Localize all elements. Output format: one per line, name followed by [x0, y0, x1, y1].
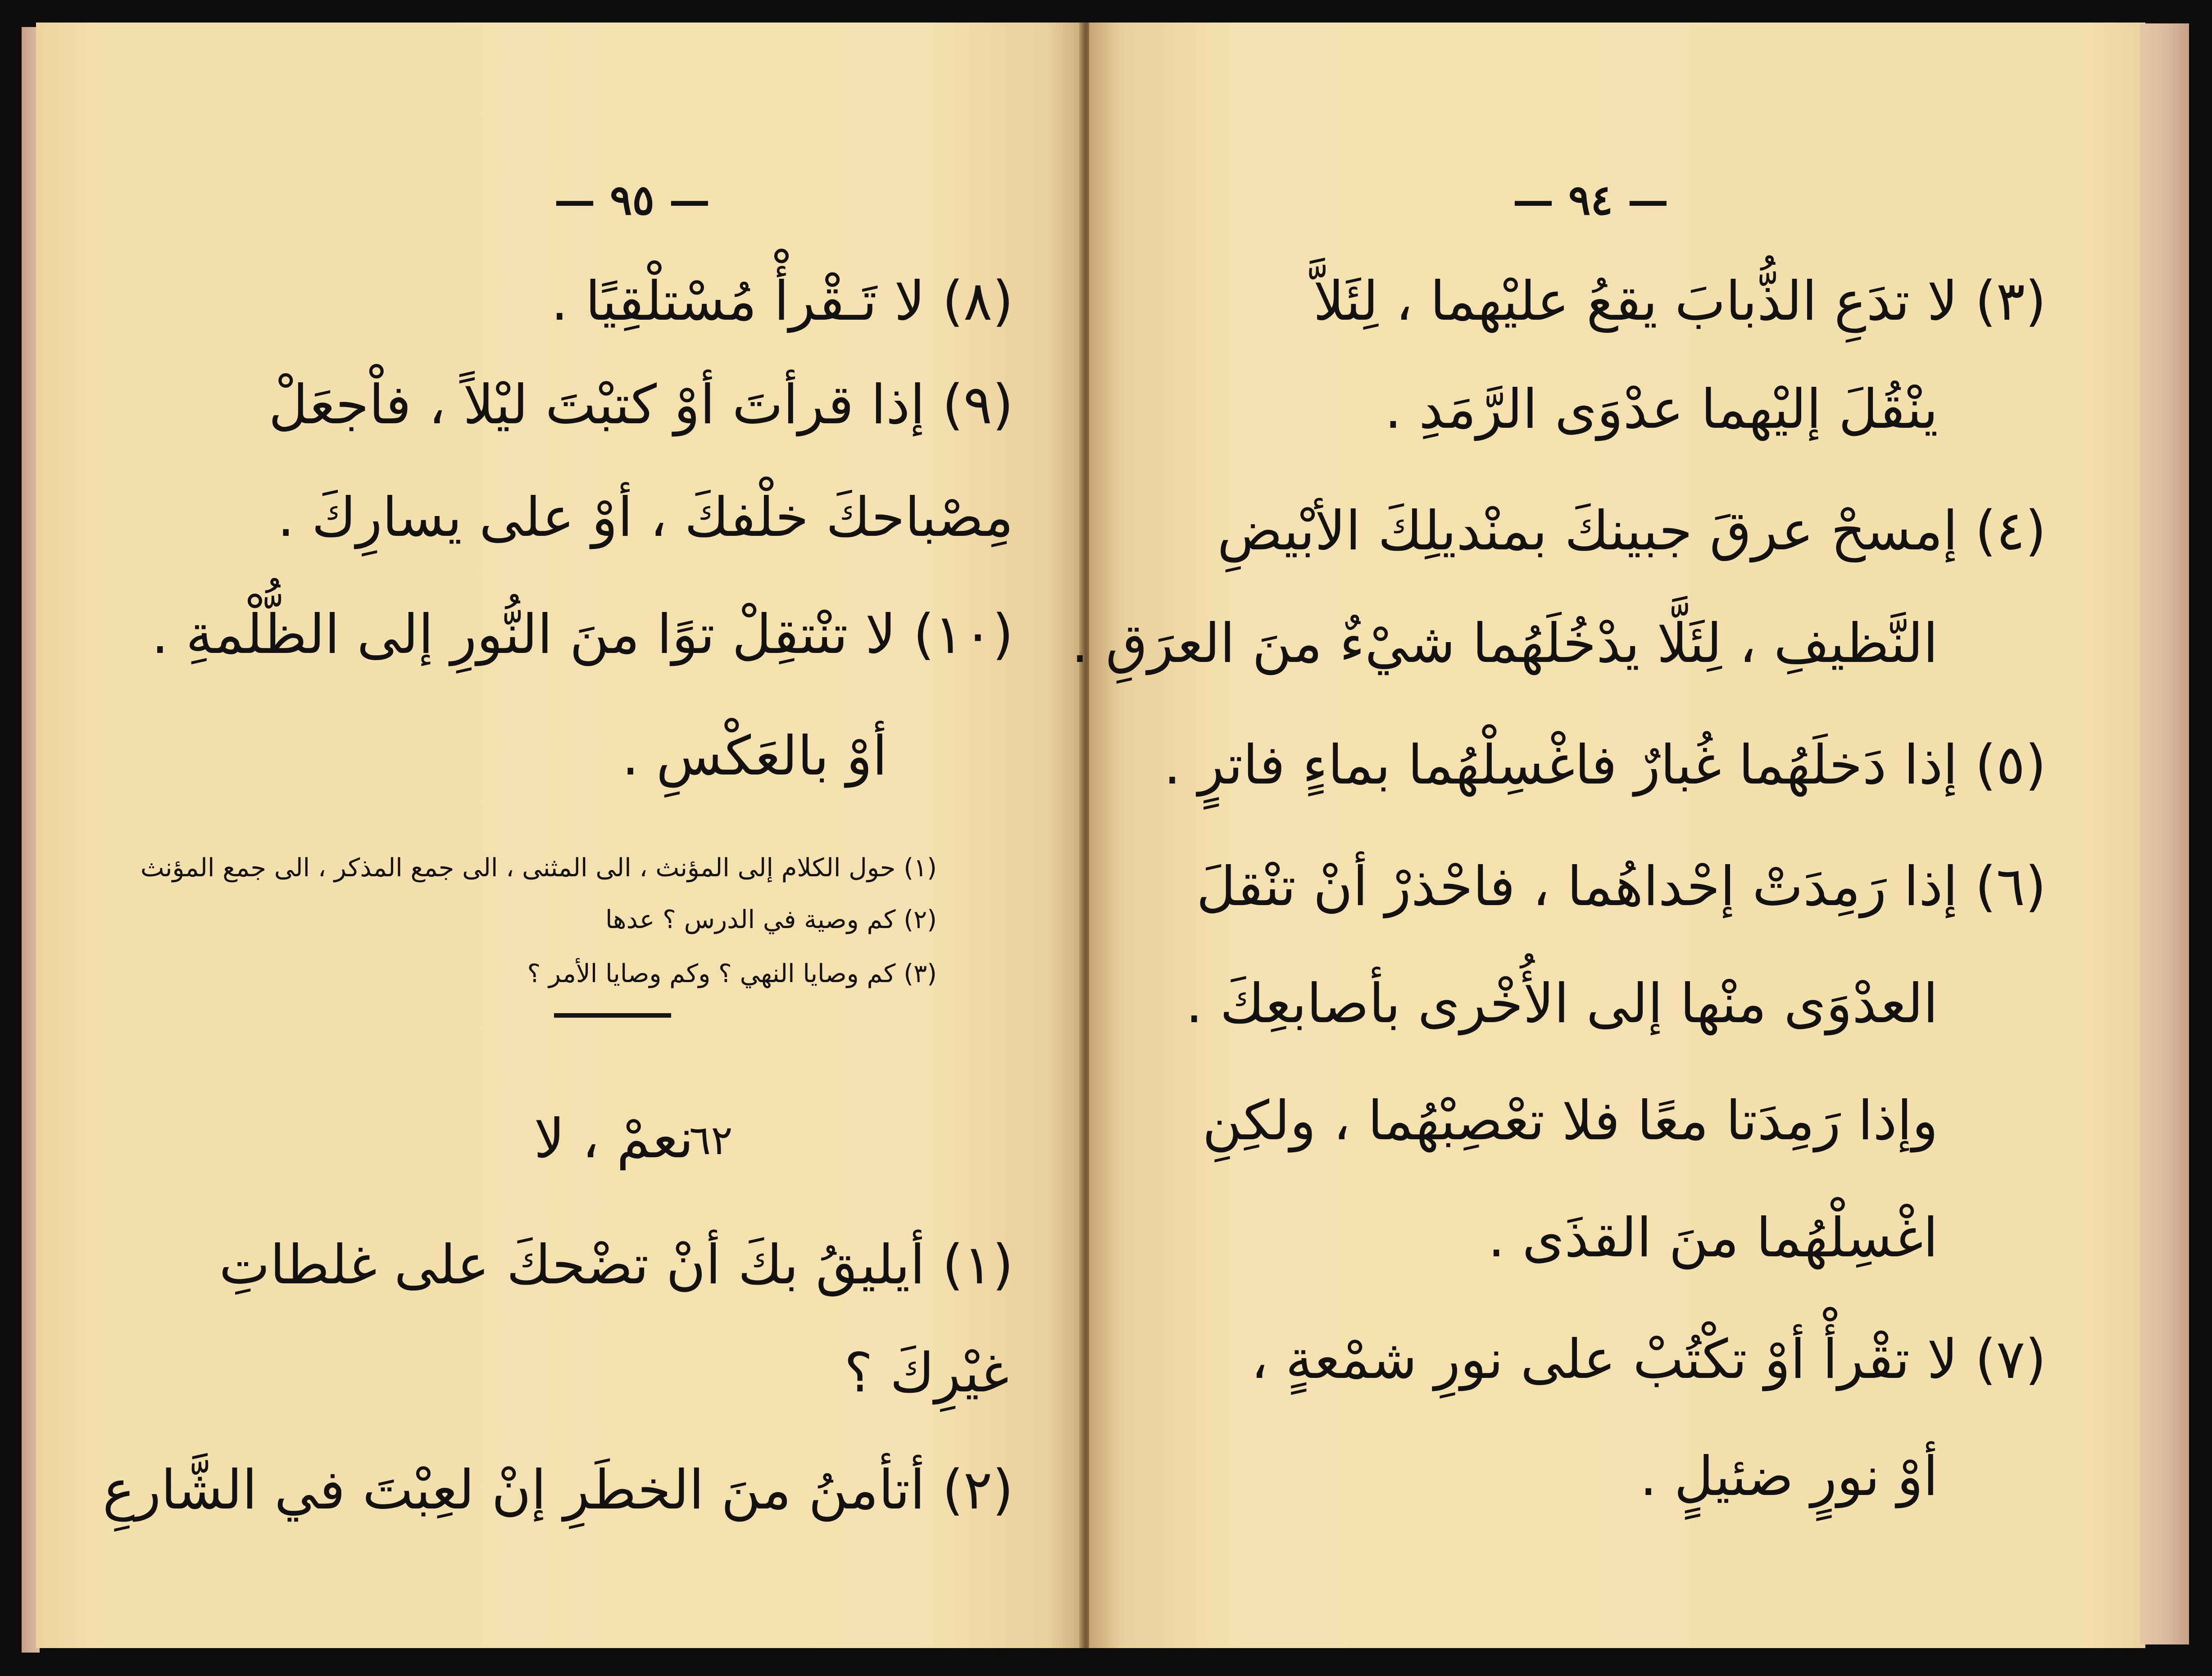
- section-divider: [554, 1013, 671, 1018]
- left-line: (٩) إذا قرأتَ أوْ كتبْتَ ليْلاً ، فاْجعَلْ: [268, 374, 1013, 436]
- right-line: اغْسِلْهُما منَ القذَى .: [1488, 1207, 1938, 1269]
- right-line: أوْ نورٍ ضئيلٍ .: [1640, 1445, 1938, 1508]
- right-line: (٧) لا تقْرأْ أوْ تكْتُبْ على نورِ شمْعةٍ ،: [1251, 1328, 2046, 1391]
- left-page-number: — ٩٥ —: [554, 176, 710, 224]
- right-line: (٣) لا تدَعِ الذُّبابَ يقعُ عليْهما ، لِئَلاَّ: [1313, 270, 2046, 333]
- lesson-number: ٦٢: [689, 1117, 733, 1164]
- right-line: (٤) إمسحْ عرقَ جبينكَ بمنْديلِكَ الأبْيضِ: [1217, 500, 2046, 562]
- right-line: (٦) إذا رَمِدَتْ إحْداهُما ، فاحْذرْ أنْ تنْقلَ: [1196, 856, 2046, 918]
- left-line: (١٠) لا تنْتقِلْ توًا منَ النُّورِ إلى الظُّلْمةِ .: [151, 603, 1013, 666]
- right-page-number: — ٩٤ —: [1513, 176, 1669, 224]
- right-page-edge: [2139, 23, 2189, 1644]
- right-line: العدْوَى منْها إلى الأُخْرى بأصابعِكَ .: [1185, 973, 1938, 1035]
- footnote: (١) حول الكلام إلى المؤنث ، الى المثنى ، الى جمع المذكر ، الى جمع المؤنث: [140, 853, 937, 883]
- left-line: (١) أيليقُ بكَ أنْ تضْحكَ على غلطاتِ: [219, 1234, 1013, 1296]
- right-page: [1071, 23, 2145, 1648]
- left-line: (٨) لا تَـقْرأْ مُسْتلْقِيًا .: [551, 270, 1013, 333]
- left-line: مِصْباحكَ خلْفكَ ، أوْ على يسارِكَ .: [277, 486, 1013, 549]
- footnote: (٢) كم وصية في الدرس ؟ عدها: [605, 905, 937, 934]
- right-line: (٥) إذا دَخلَهُما غُبارٌ فاغْسِلْهُما بماءٍ فاترٍ .: [1163, 734, 2046, 797]
- right-line: وإذا رَمِدَتا معًا فلا تعْصِبْهُما ، ولكِنِ: [1202, 1090, 1938, 1152]
- right-line: ينْقُلَ إليْهما عدْوَى الرَّمَدِ .: [1384, 378, 1938, 441]
- lesson-title: نعمْ ، لا: [534, 1108, 694, 1170]
- left-line: (٢) أتأمنُ منَ الخطَرِ إنْ لعِبْتَ في الشَّارعِ: [102, 1459, 1013, 1522]
- left-page: [36, 23, 1081, 1648]
- left-line: أوْ بالعَكْسِ .: [622, 725, 887, 788]
- left-line: غيْرِكَ ؟: [844, 1342, 1009, 1404]
- right-line: النَّظيفِ ، لِئَلَّا يدْخُلَهُما شيْءٌ منَ العرَقِ .: [1071, 612, 1938, 675]
- footnote: (٣) كم وصايا النهي ؟ وكم وصايا الأمر ؟: [527, 959, 937, 988]
